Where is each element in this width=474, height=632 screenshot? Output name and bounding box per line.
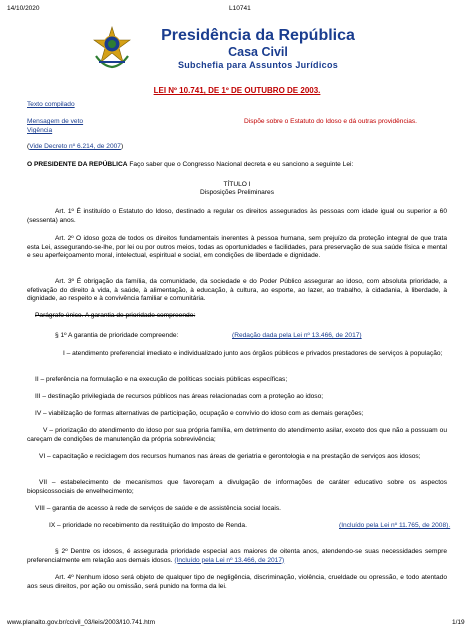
ementa: Dispõe sobre o Estatuto do Idoso e dá outras providências. [244, 118, 418, 125]
titulo-heading: TÍTULO I [223, 181, 251, 188]
vide-decreto-link[interactable]: Vide Decreto nº 6.214, de 2007 [29, 143, 121, 150]
article-3: Art. 3º É obrigação da família, da comunidade, da sociedade e do Poder Público assegurar ao idoso, com absoluta prioridade, a efetivação do direito à vida, à saúde, à alimentação, à educação, à cultura, ao esporte, ao lazer, ao trabalho, à cidadania, à liberdade, à dignidade, ao respeito e à convivência familiar e comunitária. [27, 278, 447, 303]
paragrafo-unico-revoked: Parágrafo único. A garantia de prioridade compreende: [35, 312, 196, 319]
president-label: O PRESIDENTE DA REPÚBLICA [27, 161, 128, 168]
disposicoes-heading: Disposições Preliminares [199, 189, 275, 196]
item-vii: VII – estabelecimento de mecanismos que favoreçam a divulgação de informações de caráter educativo sobre os aspectos biopsicossociais de envelhecimento; [27, 479, 447, 495]
paragraph-1: § 1º A garantia de prioridade compreende: [55, 332, 179, 339]
law-title-link[interactable]: LEI Nº 10.741, DE 1º DE OUTUBRO DE 2003. [153, 86, 321, 95]
vigencia-link[interactable]: Vigência [27, 127, 53, 134]
page-number: 1/19 [452, 619, 465, 626]
incluido-lei-13466-link[interactable]: (Incluído pela Lei nº 13.466, de 2017) [174, 556, 285, 564]
incluido-lei-11765-link[interactable]: (Incluído pela Lei nº 11.765, de 2008). [339, 522, 451, 529]
print-url: www.planalto.gov.br/ccivil_03/leis/2003/l10.741.htm [7, 619, 156, 626]
header-subchefia: Subchefia para Assuntos Jurídicos [177, 60, 339, 70]
header-casa-civil: Casa Civil [228, 45, 288, 59]
redacao-lei-13466-link[interactable]: (Redação dada pela Lei nº 13.466, de 2017) [232, 332, 362, 339]
article-4: Art. 4º Nenhum idoso será objeto de qualquer tipo de negligência, discriminação, violência, crueldade ou opressão, e todo atentado aos seus direitos, por ação ou omissão, será punido na forma da lei. [27, 574, 447, 590]
president-preamble [27, 161, 450, 170]
paragraph-2 [27, 548, 447, 565]
brazil-coat-of-arms-icon [93, 26, 131, 69]
item-ii: II – preferência na formulação e na execução de políticas sociais públicas específicas; [35, 376, 288, 383]
mensagem-veto-link[interactable]: Mensagem de veto [27, 118, 84, 125]
vide-decreto: (Vide Decreto nº 6.214, de 2007) [27, 143, 124, 150]
header-presidencia: Presidência da República [161, 27, 355, 44]
article-2: Art. 2º O idoso goza de todos os direitos fundamentais inerentes à pessoa humana, sem prejuízo da proteção integral de que trata esta Lei, assegurando-se-lhe, por lei ou por outros meios, todas as oportunidades e facilidades, para preservação de sua saúde física e mental e seu aperfeiçoamento moral, intelectual, espiritual e social, em condições de liberdade e dignidade. [27, 235, 447, 260]
item-ix: IX – prioridade no recebimento da restituição do Imposto de Renda. [49, 522, 247, 529]
paragraph-2-text: § 2º Dentre os idosos, é assegurada prioridade especial aos maiores de oitenta anos, atendendo-se suas necessidades sempre preferencialmente em relação aos demais idosos. [27, 548, 447, 564]
item-iv: IV – viabilização de formas alternativas de participação, ocupação e convívio do idoso com as demais gerações; [35, 410, 364, 417]
president-text: Faço saber que o Congresso Nacional decreta e eu sanciono a seguinte Lei: [127, 161, 354, 168]
print-title: L10741 [229, 5, 251, 12]
article-1: Art. 1º É instituído o Estatuto do Idoso, destinado a regular os direitos assegurados às pessoas com idade igual ou superior a 60 (sessenta) anos. [27, 208, 447, 224]
item-i: I – atendimento preferencial imediato e individualizado junto aos órgãos públicos e privados prestadores de serviços à população; [63, 350, 443, 357]
item-v: V – priorização do atendimento do idoso por sua própria família, em detrimento do atendimento asilar, exceto dos que não a possuam ou careçam de condições de manutenção da própria sobrevivência; [27, 427, 447, 443]
texto-compilado-link[interactable]: Texto compilado [27, 101, 75, 108]
item-viii: VIII – garantia de acesso à rede de serviços de saúde e de assistência social locais. [35, 505, 281, 512]
print-date: 14/10/2020 [7, 5, 40, 12]
item-iii: III – destinação privilegiada de recursos públicos nas áreas relacionadas com a proteção ao idoso; [35, 393, 324, 400]
item-vi: VI – capacitação e reciclagem dos recursos humanos nas áreas de geriatria e gerontologia e na prestação de serviços aos idosos; [39, 453, 421, 460]
